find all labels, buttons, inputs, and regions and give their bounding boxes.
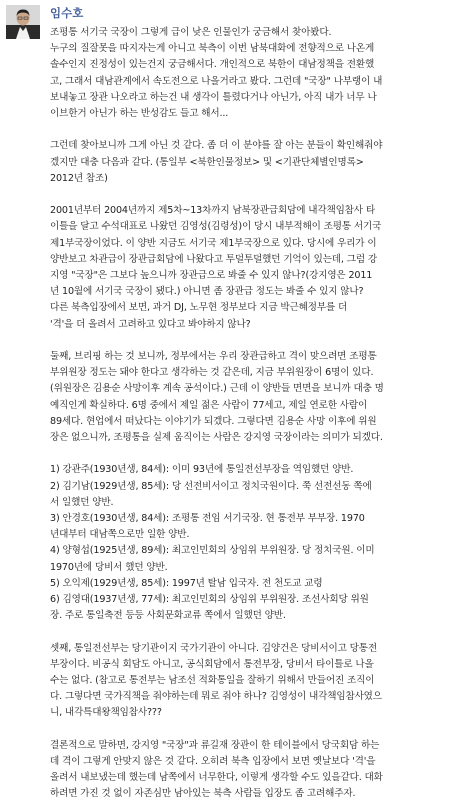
paragraph <box>50 25 444 122</box>
paragraph-gap <box>50 333 444 349</box>
paragraph <box>50 738 444 803</box>
text-line: 6) 김영대(1937년생, 77세): 최고인민회의 상임위 부위원장. 조선사회당 위원 <box>50 594 369 606</box>
text-line: 3) 안경호(1930년생, 84세): 조평통 전임 서기국장. 현 통전부 부부장. 1970 <box>50 513 365 525</box>
text-line: 솔수인지 진정성이 있는건지 궁금해서다. 개인적으로 북한이 대남정책을 전환했 <box>50 59 375 71</box>
author-name[interactable]: 임수호 <box>50 6 84 20</box>
paragraph-gap <box>50 122 444 138</box>
post-body <box>50 25 444 803</box>
paragraph <box>50 462 444 624</box>
text-line: 니, 내각특대왕책임참사??? <box>50 707 162 719</box>
text-line: 보내놓고 장관 나오라고 하는건 내 생각이 틀렸다거나 아닌가, 아직 내가 너무 나 <box>50 91 377 103</box>
text-line: 장. 주로 통일축전 등등 사회문화교류 쪽에서 일했던 양반. <box>50 610 286 622</box>
text-line: 년대부터 대남쪽으로만 일한 양반. <box>50 529 190 541</box>
avatar[interactable] <box>6 5 40 39</box>
text-line: 89세다. 현업에서 떠났다는 이야기가 되겠다. 그렇다면 김용순 사망 이후에 위원 <box>50 415 377 427</box>
text-line: 양반보고 차관급이 장관급회담에 나왔다고 투덜투덜했던 기억이 있는데, 그럼 강 <box>50 253 377 265</box>
text-line: 둘째, 브리핑 하는 것 보니까, 정부에서는 우리 장관급하고 격이 맞으려면 조평통 <box>50 351 377 363</box>
paragraph-gap <box>50 446 444 462</box>
text-line: 2012년 참조) <box>50 172 108 184</box>
text-line: 이틀을 달고 수석대표로 나왔던 김영성(김령성)이 당시 내부적해이 조평통 서기국 <box>50 221 382 233</box>
text-line: 다른 북측입장에서 보면, 과거 DJ, 노무현 정부보다 지금 박근혜정부를 더 <box>50 302 348 314</box>
paragraph-gap <box>50 722 444 738</box>
text-line: 데 격이 그렇게 안맞지 않은 것 같다. 오히려 북측 입장에서 보면 옛날보다 '격'을 <box>50 756 376 768</box>
text-line: 그런데 찾아보니까 그게 아닌 것 같다. 좀 더 이 분야를 잘 아는 분들이 확인해줘야 <box>50 140 383 152</box>
text-line: 부위원장 정도는 돼야 한다고 생각하는 것 같은데, 지금 부위원장이 6명이 있다. <box>50 367 374 379</box>
text-line: 2001년부터 2004년까지 제5차~13차까지 남북장관급회담에 내각책임참사 타 <box>50 205 375 217</box>
text-line: 예직인게 확실하다. 6명 중에서 제일 젊은 사람이 77세고, 제일 연로한 사람이 <box>50 399 368 411</box>
text-line: 결론적으로 말하면, 강지영 "국장"과 류길재 장관이 한 테이블에서 당국회담 하는 <box>50 739 380 751</box>
text-line: 부장이다. 비공식 회담도 아니고, 공식회담에서 통전부장, 당비서 타이틀로 나올 <box>50 658 374 670</box>
text-line: 수는 없다. (참고로 통전부는 남조선 적화통일을 잘하기 위해서 만들어진 조직이 <box>50 675 375 687</box>
paragraph <box>50 349 444 446</box>
paragraph <box>50 138 444 187</box>
text-line: 고, 그래서 대남관계에서 속도전으로 나올거라고 봤다. 그런데 "국장" 나부랭이 내 <box>50 75 383 87</box>
text-line: 2) 김기남(1929년생, 85세): 당 선전비서이고 정치국원이다. 쭉 선전선동 쪽에 <box>50 480 372 492</box>
text-line: 셋째, 통일전선부는 당기관이지 국가기관이 아니다. 김양건은 당비서이고 당통전 <box>50 642 377 654</box>
text-line: 다. 그렇다면 국가직책을 줘야하는데 뭐로 줘야 하나? 김영성이 내각책임참사였으 <box>50 691 382 703</box>
text-line: 하려면 가진 것 없이 자존심만 남아있는 북측 사람들 입장도 좀 고려해주자. <box>50 788 356 800</box>
text-line: 장은 없으니까, 조평통을 실제 움직이는 사람은 강지영 국장이라는 의미가 되겠다. <box>50 432 383 444</box>
text-line: 1) 강관주(1930년생, 84세): 이미 93년에 통일전선부장을 역임했던 양반. <box>50 464 354 476</box>
text-line: 올려서 내보냈는데 했는데 남쪽에서 너무한다, 이렇게 생각할 수도 있을같다. 대화 <box>50 772 383 784</box>
text-line: 서 일했던 양반. <box>50 496 114 508</box>
text-line: (위원장은 김용순 사망이후 계속 공석이다.) 근데 이 양반들 면면을 보니까 대충 명 <box>50 383 384 395</box>
text-line: 년 10월에 서기국 국장이 됐다.) 아니면 좀 장관급 정도는 봐줄 수 있지 않나? <box>50 286 364 298</box>
text-line: 1970년에 당비서 했던 양반. <box>50 561 168 573</box>
text-line: 제1부국장이었다. 이 양반 지금도 서기국 제1부국장으로 있다. 당시에 우리가 이 <box>50 237 377 249</box>
person-icon <box>6 5 40 39</box>
paragraph-gap <box>50 187 444 203</box>
text-line: 겠지만 대충 다음과 같다. (통일부 <북한인물정보> 및 <기관단체별인명록> <box>50 156 364 168</box>
text-line: 조평통 서기국 국장이 그렇게 급이 낮은 인물인가 궁금해서 찾아봤다. <box>50 27 332 38</box>
paragraph <box>50 203 444 333</box>
text-line: 누구의 질잘못을 따지자는게 아니고 북측이 이번 남북대화에 전향적으로 나온게 <box>50 43 375 55</box>
text-line: 4) 양형섭(1925년생, 89세): 최고인민회의 상임위 부위원장. 당 정치국원. 이미 <box>50 545 375 557</box>
text-line: 지영 "국장"은 그보다 높으니까 장관급으로 봐줄 수 있지 않나?(강지영은 2011 <box>50 270 373 282</box>
text-line: 5) 오익제(1929년생, 85세): 1997년 탈남 입국자. 전 천도교 교령 <box>50 577 323 589</box>
paragraph <box>50 641 444 722</box>
text-line: 이브한거 아닌가 하는 반성감도 들고 해서... <box>50 108 229 120</box>
paragraph-gap <box>50 624 444 640</box>
text-line: '격'을 더 올려서 고려하고 있다고 봐야하지 않나? <box>50 318 251 330</box>
